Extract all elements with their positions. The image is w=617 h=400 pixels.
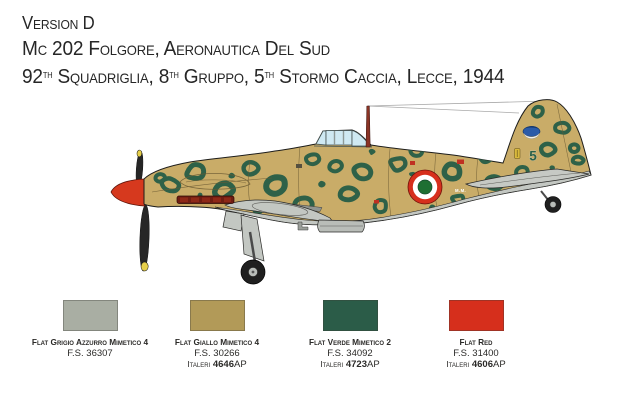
propeller-tip-bottom [141, 262, 149, 271]
gear-door-upper [223, 211, 244, 231]
propeller-tip-top [137, 150, 142, 157]
antenna-wires [368, 101, 547, 113]
serial-marking: M.M. [455, 188, 467, 193]
paint-name: Flat Red [459, 337, 493, 347]
color-chip [323, 300, 378, 331]
paint-swatch-giallo [142, 300, 292, 370]
paint-name: Flat Grigio Azzurro Mimetico 4 [31, 337, 149, 347]
color-chip [190, 300, 245, 331]
spinner [111, 179, 145, 206]
fs-code: F.S. 36307 [67, 348, 113, 359]
aircraft-title: Mc 202 Folgore, Aeronautica Del Sud [22, 37, 330, 60]
fs-code: F.S. 34092 [327, 348, 373, 359]
main-landing-gear [223, 211, 265, 284]
italeri-code: Italeri 4646AP [187, 359, 247, 370]
antenna-wire-lower [368, 106, 519, 113]
tail-wheel-hub [550, 202, 556, 208]
exhaust-stacks [177, 196, 234, 204]
unit-emblem [523, 126, 540, 139]
color-chip [449, 300, 504, 331]
antenna-wire-upper [368, 101, 547, 106]
radiator [318, 220, 365, 232]
paint-name: Flat Giallo Mimetico 4 [174, 337, 260, 347]
propeller-blade-bottom [139, 205, 150, 271]
italeri-code: Italeri 4723AP [320, 359, 380, 370]
version-title: Version D [22, 13, 95, 33]
fs-code: F.S. 31400 [453, 348, 499, 359]
paint-swatch-red [401, 300, 551, 370]
italeri-code: Italeri 4606AP [446, 359, 506, 370]
fs-code: F.S. 30266 [194, 348, 240, 359]
fuselage-roundel [408, 170, 442, 204]
antenna-mast [366, 106, 370, 147]
tail-number: 5 [529, 148, 537, 164]
canopy-hood [326, 131, 352, 146]
windscreen [316, 131, 326, 145]
paint-name: Flat Verde Mimetico 2 [309, 337, 391, 347]
color-chip [63, 300, 118, 331]
propeller [135, 150, 150, 271]
canopy [314, 131, 372, 148]
tail-wheel [541, 191, 561, 213]
unit-title: 92th Squadriglia, 8th Gruppo, 5th Stormo Caccia, Lecce, 1944 [22, 65, 505, 88]
yellow-badge [515, 149, 521, 159]
